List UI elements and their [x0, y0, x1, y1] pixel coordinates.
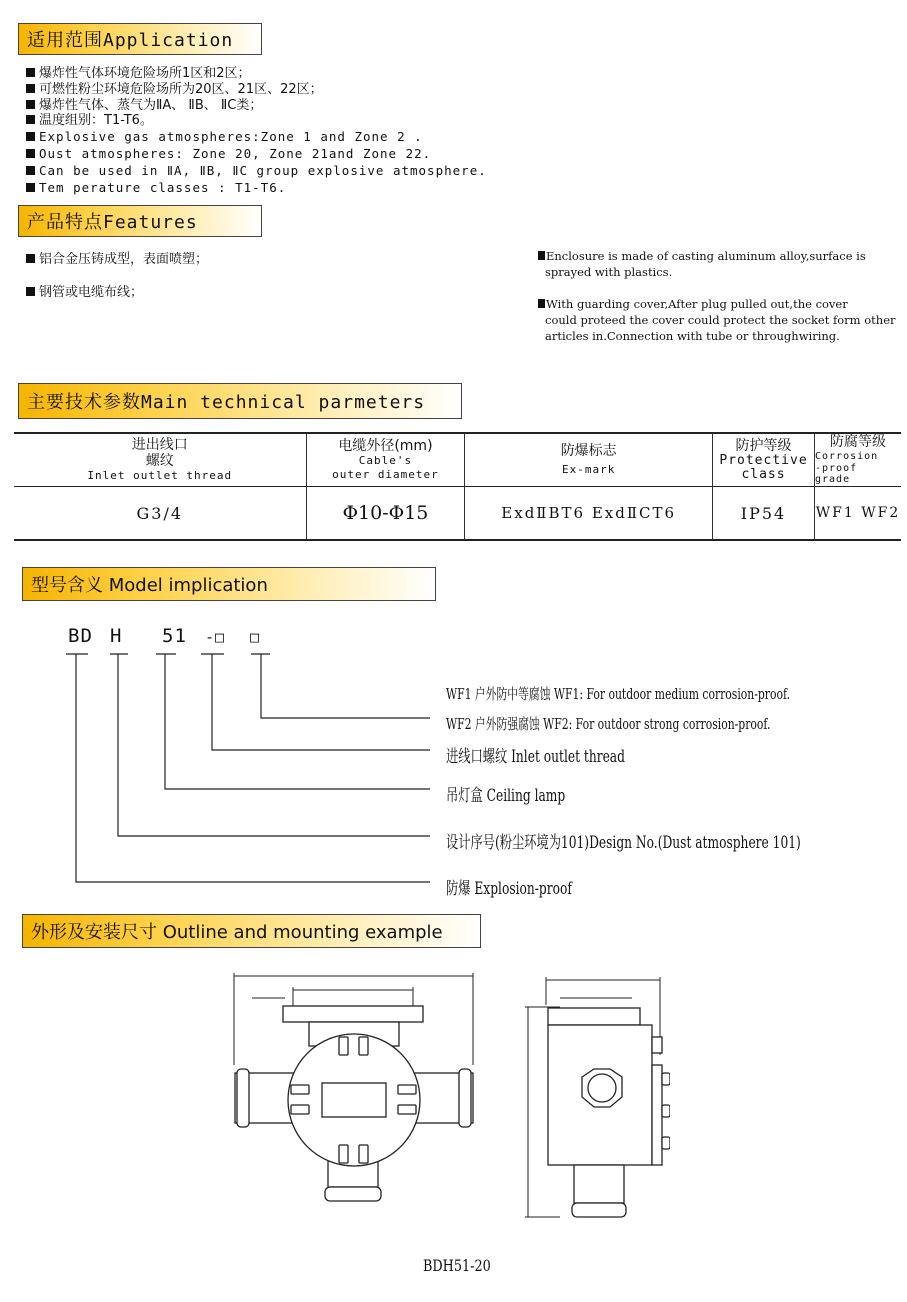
- application-header-text: 适用范围Application: [27, 30, 234, 51]
- list-item: Can be used in ⅡA, ⅡB, ⅡC group explosive atmosphere.: [26, 163, 487, 180]
- model-label-explosion: 防爆 Explosion-proof: [446, 879, 572, 899]
- model-code-grade: □: [250, 628, 261, 646]
- front-view-drawing: [225, 965, 495, 1230]
- model-label-thread: 进线口螺纹 Inlet outlet thread: [446, 747, 625, 767]
- model-label-wf1: WF1 户外防中等腐蚀 WF1: For outdoor medium corrosion-proof.: [446, 685, 791, 703]
- table-cell: G3/4: [14, 487, 306, 541]
- feature-cn-1: 铝合金压铸成型，表面喷塑；: [26, 248, 208, 267]
- table-cell: Φ10-Φ15: [306, 487, 465, 541]
- table-header-cell: 防腐等级 Corrosion -proof grade: [815, 433, 902, 487]
- table-header-cell: 防护等级 Protective class: [713, 433, 815, 487]
- outline-header: [22, 914, 481, 948]
- model-code-h: H: [110, 625, 123, 647]
- table-header-cell: 防爆标志 Ex-mark: [465, 433, 713, 487]
- model-code-thread: -□: [205, 628, 226, 646]
- parameters-header-text: 主要技术参数Main technical parmeters: [27, 392, 426, 413]
- list-item: Explosive gas atmospheres:Zone 1 and Zone 2 .: [26, 129, 487, 146]
- table-cell: IP54: [713, 487, 815, 541]
- model-label-ceiling: 吊灯盒 Ceiling lamp: [446, 786, 566, 806]
- list-item: Oust atmospheres: Zone 20, Zone 21and Zone 22.: [26, 146, 487, 163]
- features-header-text: 产品特点Features: [27, 212, 198, 233]
- table-header-cell: 进出线口 螺纹 Inlet outlet thread: [14, 433, 306, 487]
- list-item: 爆炸性气体、蒸气为ⅡA、 ⅡB、 ⅡC类；: [26, 98, 487, 114]
- side-view-drawing: [520, 965, 670, 1230]
- list-item: 爆炸性气体环境危险场所1区和2区；: [26, 66, 487, 82]
- feature-en-1: Enclosure is made of casting aluminum alloy,surface is sprayed with plastics.: [538, 248, 898, 280]
- page-footer: BDH51-20: [423, 1256, 491, 1275]
- model-code-51: 51: [162, 625, 187, 647]
- table-header-cell: 电缆外径(mm) Cable's outer diameter: [306, 433, 465, 487]
- outline-header-text: 外形及安装尺寸 Outline and mounting example: [31, 922, 443, 943]
- table-cell: WF1 WF2: [815, 487, 902, 541]
- list-item: 温度组别：T1-T6。: [26, 113, 487, 129]
- model-code-bd: BD: [68, 625, 93, 647]
- list-item: Tem perature classes : T1-T6.: [26, 180, 487, 197]
- model-label-design: 设计序号(粉尘环境为101)Design No.(Dust atmosphere 101): [446, 833, 801, 853]
- list-item: 可燃性粉尘环境危险场所为20区、21区、22区；: [26, 82, 487, 98]
- model-header-text: 型号含义 Model implication: [31, 575, 268, 596]
- feature-en-2: With guarding cover,After plug pulled out,the cover could proteed the cover could protect the socket form other articles in.Connection with tube or throughwiring.: [538, 296, 898, 344]
- table-cell: ExdⅡBT6 ExdⅡCT6: [465, 487, 713, 541]
- model-label-wf2: WF2 户外防强腐蚀 WF2: For outdoor strong corrosion-proof.: [446, 715, 771, 733]
- feature-cn-2: 钢管或电缆布线；: [26, 281, 143, 300]
